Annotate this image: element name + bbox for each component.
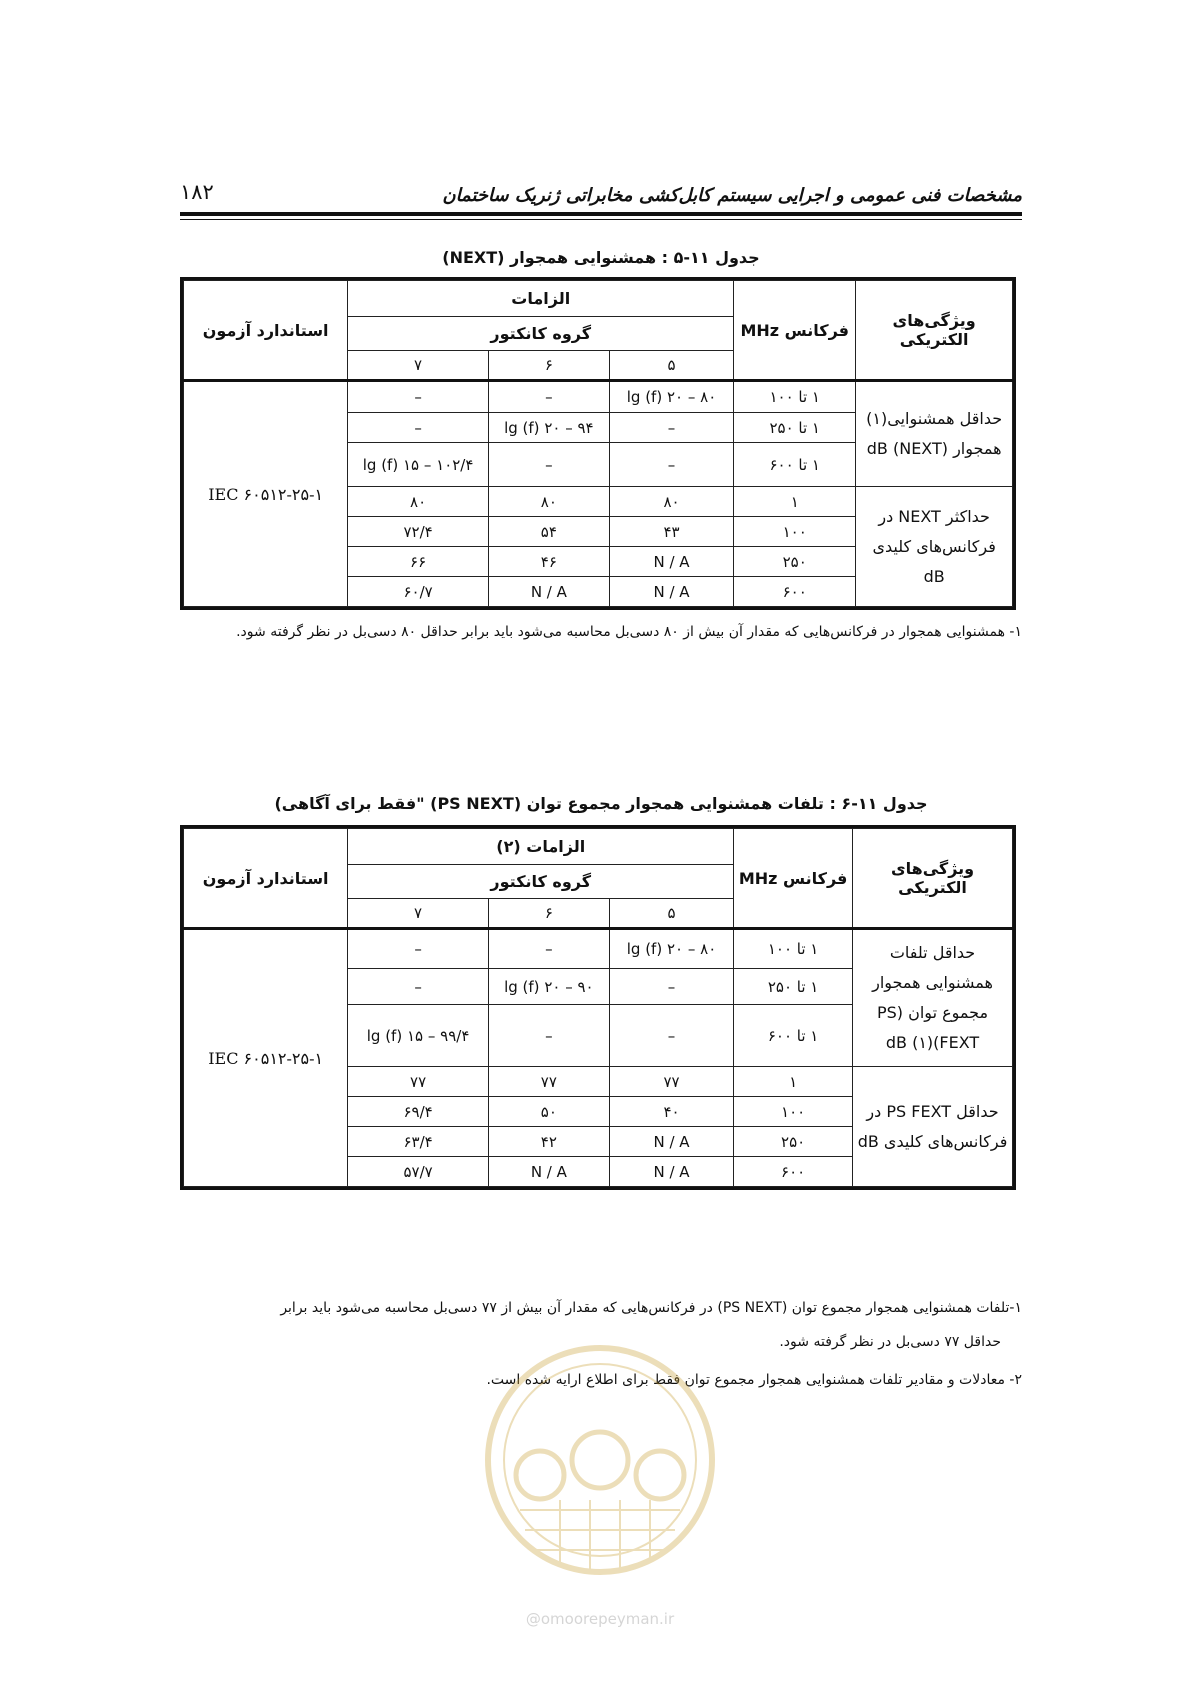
table-cell: N / A <box>609 547 733 577</box>
table1 <box>183 280 1013 607</box>
table-cell: ۱ تا ۱۰۰ <box>734 381 856 413</box>
table1-header-connector-group: گروه کانکتور <box>348 317 734 351</box>
table-cell: – <box>348 413 489 443</box>
table-cell: – <box>488 929 609 969</box>
table-cell: – <box>609 1005 733 1067</box>
table-cell: ۴۲ <box>488 1127 609 1157</box>
table-cell: ۵۷/۷ <box>348 1157 489 1187</box>
table-cell: ۶۰۰ <box>734 1157 853 1187</box>
table-cell: ۸۰ – ۲۰ lg (f) <box>609 381 733 413</box>
table2-footnote-1-cont: حداقل ۷۷ دسی‌بل در نظر گرفته شود. <box>779 1334 1001 1350</box>
table-cell: ۶۹/۴ <box>348 1097 489 1127</box>
table2-caption: جدول ۱۱-۶ : تلفات همشنوایی همجوار مجموع توان (PS NEXT) "فقط برای آگاهی) <box>274 794 928 813</box>
table1-group-5: ۵ <box>609 351 733 381</box>
table-cell: N / A <box>488 577 609 607</box>
table1-header-standard: استاندارد آزمون <box>184 281 348 381</box>
table-cell: ۶۰۰ <box>734 577 856 607</box>
seal-icon <box>480 1310 720 1600</box>
table-cell: ۶۶ <box>348 547 489 577</box>
table-cell: ۶۳/۴ <box>348 1127 489 1157</box>
table-cell: – <box>488 1005 609 1067</box>
table1-group-7: ۷ <box>348 351 489 381</box>
table1-standard: IEC ۶۰۵۱۲-۲۵-۱ <box>184 381 348 607</box>
table-cell: ۲۵۰ <box>734 547 856 577</box>
table-cell: – <box>488 381 609 413</box>
table-cell: ۴۶ <box>488 547 609 577</box>
table-cell: ۱ <box>734 487 856 517</box>
table-cell: ۹۴ – ۲۰ lg (f) <box>488 413 609 443</box>
table2-header-requirements: الزامات (۲) <box>348 829 734 865</box>
table-cell: ۷۷ <box>609 1067 733 1097</box>
header-rule-thin <box>180 219 1022 220</box>
table2-group-5: ۵ <box>609 899 733 929</box>
table-cell: ۲۵۰ <box>734 1127 853 1157</box>
table-cell: ۱ تا ۶۰۰ <box>734 1005 853 1067</box>
table-cell: ۵۴ <box>488 517 609 547</box>
table2-section1-label: حداقل تلفات همشنوایی همجوار مجموع توان (PS FEXT)(۱) dB <box>853 929 1013 1067</box>
table-cell: ۴۰ <box>609 1097 733 1127</box>
table1-group-6: ۶ <box>488 351 609 381</box>
table-cell: ۱۰۲/۴ – ۱۵ lg (f) <box>348 443 489 487</box>
table-cell: ۴۳ <box>609 517 733 547</box>
table-cell: – <box>348 929 489 969</box>
table-cell: N / A <box>609 1127 733 1157</box>
table-cell: ۱ <box>734 1067 853 1097</box>
table2 <box>183 828 1013 1187</box>
table-cell: ۶۰/۷ <box>348 577 489 607</box>
table2-group-6: ۶ <box>488 899 609 929</box>
table-cell: ۱ تا ۲۵۰ <box>734 413 856 443</box>
table2-header-standard: استاندارد آزمون <box>184 829 348 929</box>
table2-standard: IEC ۶۰۵۱۲-۲۵-۱ <box>184 929 348 1187</box>
table-cell: ۷۷ <box>348 1067 489 1097</box>
table2-group-7: ۷ <box>348 899 489 929</box>
table1-section1-label: حداقل همشنوایی(۱) همجوار (NEXT) dB <box>856 381 1013 487</box>
table2-footnote-1: ۱-تلفات همشنوایی همجوار مجموع توان (PS NEXT) در فرکانس‌هایی که مقدار آن بیش از ۷۷ دسی‌بل محاسبه می‌شود باید برابر <box>280 1300 1022 1316</box>
table-cell: – <box>609 413 733 443</box>
table-cell: – <box>488 443 609 487</box>
table-cell: ۵۰ <box>488 1097 609 1127</box>
page-number: ۱۸۲ <box>180 180 214 204</box>
table1-header-property: ویژگی‌های الکتریکی <box>856 281 1013 381</box>
table-cell: N / A <box>609 577 733 607</box>
table-cell: ۱ تا ۶۰۰ <box>734 443 856 487</box>
table-cell: ۹۰ – ۲۰ lg (f) <box>488 969 609 1005</box>
table-cell: N / A <box>609 1157 733 1187</box>
table1-header-requirements: الزامات <box>348 281 734 317</box>
table1-section2-label: حداکثر NEXT در فرکانس‌های کلیدی dB <box>856 487 1013 607</box>
table-cell: – <box>348 969 489 1005</box>
table-cell: ۸۰ <box>609 487 733 517</box>
table-cell: – <box>348 381 489 413</box>
table-cell: ۷۷ <box>488 1067 609 1097</box>
table-cell: – <box>609 443 733 487</box>
table-cell: ۱۰۰ <box>734 1097 853 1127</box>
table-cell: ۱ تا ۲۵۰ <box>734 969 853 1005</box>
table-cell: N / A <box>488 1157 609 1187</box>
running-title: مشخصات فنی عمومی و اجرایی سیستم کابل‌کشی مخابراتی ژنریک ساختمان <box>442 185 1022 206</box>
table1-caption: جدول ۱۱-۵ : همشنوایی همجوار (NEXT) <box>442 248 760 267</box>
table1-footnote: ۱- همشنوایی همجوار در فرکانس‌هایی که مقدار آن بیش از ۸۰ دسی‌بل محاسبه می‌شود باید برابر حداقل ۸۰ دسی‌بل در نظر گرفته شود. <box>236 624 1022 640</box>
table-row <box>184 381 1013 413</box>
table2-header-connector-group: گروه کانکتور <box>348 865 734 899</box>
table-cell: ۸۰ <box>348 487 489 517</box>
watermark-logo <box>480 1310 720 1640</box>
table2-section2-label: حداقل PS FEXT در فرکانس‌های کلیدی dB <box>853 1067 1013 1187</box>
table-cell: ۸۰ <box>488 487 609 517</box>
table2-footnote-2: ۲- معادلات و مقادیر تلفات همشنوایی همجوار مجموع توان فقط برای اطلاع ارایه شده است. <box>486 1372 1022 1388</box>
table-cell: ۱ تا ۱۰۰ <box>734 929 853 969</box>
table-cell: ۹۹/۴ – ۱۵ lg (f) <box>348 1005 489 1067</box>
table-cell: ۱۰۰ <box>734 517 856 547</box>
table2-header-property: ویژگی‌های الکتریکی <box>853 829 1013 929</box>
table-cell: ۸۰ – ۲۰ lg (f) <box>609 929 733 969</box>
table-cell: – <box>609 969 733 1005</box>
header-rule <box>180 212 1022 216</box>
watermark-site: @omoorepeyman.ir <box>525 1610 675 1628</box>
table1-header-frequency: فرکانس MHz <box>734 281 856 381</box>
table-cell: ۷۲/۴ <box>348 517 489 547</box>
table2-header-frequency: فرکانس MHz <box>734 829 853 929</box>
table-row <box>184 929 1013 969</box>
